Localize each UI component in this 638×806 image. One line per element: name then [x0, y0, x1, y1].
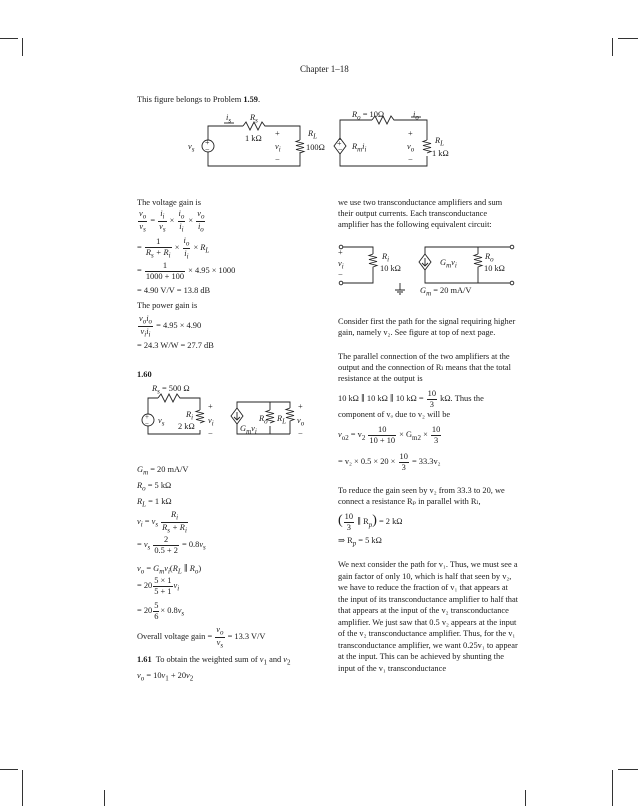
label-rs — [250, 113, 258, 125]
vo2-lhs: v — [338, 430, 342, 440]
label-rl-value: 100Ω — [306, 143, 325, 152]
fig2-ri-label — [186, 410, 193, 422]
gain-result: = 4.90 V/V = 13.8 dB — [137, 286, 211, 295]
fig3-vi: $v_i$ — [338, 259, 344, 271]
fig2-ro-sub: o — [264, 417, 268, 426]
six: 6 — [154, 611, 159, 621]
svg-text:+: + — [205, 138, 210, 147]
rl2-sub: L — [440, 139, 445, 148]
crop-mark — [618, 769, 638, 770]
label-vi — [275, 142, 281, 154]
label-ro — [352, 110, 384, 122]
rl-main: R — [308, 129, 314, 138]
label-rmi — [352, 142, 366, 154]
crop-mark — [525, 790, 526, 806]
fig3-ro-label — [485, 252, 494, 264]
label-io — [413, 110, 419, 122]
fig2-gm-sub: m — [246, 427, 252, 436]
problem-161: 1.61 To obtain the weighted sum of $v_1$ and $v_2$ — [137, 655, 291, 667]
right-paragraph-4: To reduce the gain seen by v₂ from 33.3 to 20, we connect a resistance Rₚ in parallel with Rₗ, — [338, 486, 505, 506]
rp-paren: ∥ R — [357, 517, 369, 527]
vo2-sub: o2 — [341, 433, 349, 442]
label-vi-plus: + — [275, 129, 280, 138]
rl-line: $R_L = 1$ kΩ — [137, 497, 172, 509]
vo2-eq: $v_{o2} = v_2$ $\frac{10}{10 + 10}$ × $G_{m2}$ × $\frac{10}{3}$ — [338, 425, 441, 445]
rl-sub: L — [313, 132, 318, 141]
power-product: = 4.95 × 4.90 — [156, 321, 202, 331]
is-main: i — [226, 113, 229, 122]
ten-2: 10 — [368, 425, 396, 436]
vo-sum-b: + 20 — [170, 671, 187, 680]
fig2-ri-value: 2 kΩ — [178, 422, 195, 431]
crop-mark — [612, 38, 613, 56]
svg-text:−: − — [205, 145, 210, 154]
three-4: 3 — [346, 522, 351, 532]
vi-main: v — [275, 142, 279, 151]
rs-main: R — [250, 113, 256, 122]
fig2-vo-label: $v_o$ — [297, 416, 305, 428]
vo-eq: $v_o = G_mv_i(R_L$ ∥ $R_o$) — [137, 564, 202, 576]
rp-eq: ( $\frac{10}{3}$ ∥ $R_p) = 2$ kΩ — [338, 512, 403, 532]
one-num: 1 — [145, 237, 172, 248]
gm2: × G — [399, 430, 413, 440]
rmi-i: i — [362, 142, 365, 151]
gm-value: = 20 mA/V — [150, 465, 189, 474]
fig2-vs-label: $v_s$ — [158, 416, 165, 428]
crop-mark — [618, 38, 638, 39]
rp-res2: = 5 kΩ — [358, 536, 382, 545]
rs-sub: s — [255, 116, 258, 125]
eq2-den: 0.5 + 2 — [154, 545, 178, 555]
rmi-isub: i — [364, 145, 367, 154]
five-plus: 5 + 1 — [154, 586, 172, 596]
label-rl — [308, 129, 317, 141]
fig2-ri-sub: i — [191, 413, 194, 422]
fig3-plus: + — [338, 248, 343, 257]
fig2-ri: R — [186, 410, 192, 419]
gain-eq-1: $\frac{v_o}{v_s}$ = $\frac{i_i}{v_s}$ × $\frac{i_o}{i_i}$ × $\frac{v_o}{i_o}$ — [139, 209, 205, 234]
rmi-sub: m — [357, 145, 363, 154]
fig2-rs-sub: s — [157, 387, 160, 396]
fig3-ri: R — [382, 252, 388, 261]
fig2-minus-2: − — [298, 429, 303, 438]
circuit-figure-3 — [0, 238, 638, 298]
eq-v2: = v — [350, 430, 362, 440]
vi-eq-2: = $v_s$ $\frac{2}{0.5 + 2}$ = $0.8v_s$ — [137, 535, 206, 555]
fig2-gm: G — [240, 424, 247, 433]
ro-value: = 5 kΩ — [147, 481, 172, 490]
den-1: 1000 + 100 — [145, 271, 185, 281]
fig3-ri-sub: i — [387, 255, 390, 264]
fig2-minus-1: − — [208, 429, 213, 438]
svg-text:−: − — [145, 420, 149, 428]
power-gain-label: The power gain is — [137, 301, 198, 310]
v2-line: = v₂ × 0.5 × 20 × — [338, 457, 396, 467]
intro-problem: 1.59 — [243, 95, 258, 104]
crop-mark — [612, 770, 613, 806]
fig2-rl-label — [277, 414, 286, 426]
ten-5: 10 — [344, 512, 354, 521]
par1: 10 kΩ ∥ 10 kΩ ∥ 10 kΩ = — [338, 394, 424, 404]
fig3-minus: − — [338, 270, 343, 279]
fig3-gm-sub: m — [426, 289, 432, 298]
gain-eq-3: = $\frac{1}{1000 + 100}$ × 4.95 × 1000 — [137, 261, 236, 281]
right-paragraph-1: we use two transconductance amplifiers and sum their output currents. Each transconductance amplifier has the following equivalent circuit: — [338, 198, 503, 229]
one-num-2: 1 — [145, 261, 185, 272]
label-vo-plus: + — [408, 129, 413, 138]
is-sub: s — [228, 116, 232, 125]
vi-eq: $v_i = v_s$ $\frac{R_i}{R_s + R_i}$ — [137, 510, 187, 535]
rp-eq-val: = 2 kΩ — [378, 517, 403, 527]
component-line: component of vₒ due to v₂ will be — [338, 410, 451, 419]
v2-eq — [338, 452, 441, 472]
vo-eq-2: = 20 $\frac{5 \times 1}{5 + 1}$ $v_i$ — [137, 576, 180, 596]
problem-160-heading: 1.60 — [137, 370, 152, 379]
intro-after: . — [257, 95, 261, 104]
gm2-sub: m2 — [412, 433, 421, 442]
voltage-gain-label: The voltage gain is — [137, 198, 201, 207]
vo-sub: o — [410, 145, 415, 154]
label-vo-minus: − — [408, 155, 413, 164]
fig2-rs-val: = 500 Ω — [159, 384, 190, 393]
eq2-tail: = 0.8 — [182, 540, 200, 550]
io-main: i — [413, 110, 416, 119]
svg-text:+: + — [145, 413, 149, 421]
ro-sub: o — [357, 113, 361, 122]
ro-line: $R_o = 5$ kΩ — [137, 481, 172, 493]
label-rl2 — [435, 136, 444, 148]
rl2-main: R — [435, 136, 441, 145]
fig2-plus-1: + — [208, 402, 213, 411]
rp-sub: p — [368, 520, 373, 529]
eq20-b: = 20 — [137, 606, 153, 616]
rl-value: = 1 kΩ — [148, 497, 172, 506]
fig3-gm: G — [420, 286, 427, 295]
gain-eq-2: = $\frac{1}{R_s + R_i}$ × $\frac{i_o}{i_i}$ × $R_L$ — [137, 236, 210, 261]
label-vi-minus: − — [275, 155, 280, 164]
label-is — [226, 113, 231, 125]
ten-3: 10 — [431, 425, 441, 434]
five: 5 — [154, 601, 159, 610]
right-paragraph-5: We next consider the path for v₁. Thus, we must see a gain factor of only 10, which is half that seen by v₂, we have to reduce the fraction of v₁ that appears at the input of its transconductance amplifier to half that that appears at the input of the v₂ transconductance amplifier. We just saw that 0.5 v₂ appears at the input of the v₂ transconductance amplifier. Thus, for the v₁ transconductance amplifier, we want 0.25v₁ to appear at the input. This can be achieved by shunting the input of the v₁ transconductance — [338, 560, 519, 673]
label-rs-value: 1 kΩ — [245, 134, 262, 143]
svg-text:−: − — [338, 145, 343, 154]
right-paragraph-3: The parallel connection of the two amplifiers at the output and the connection of Rₗ means that the total resistance at the output is — [338, 352, 511, 383]
rp-res: ⇒ R — [338, 536, 353, 545]
fig2-rs: R — [152, 384, 158, 393]
rp-result — [338, 536, 382, 548]
intro-before: This figure belongs to Problem — [137, 95, 244, 104]
crop-mark — [0, 769, 18, 770]
fig3-ro-sub: o — [490, 255, 494, 264]
overall-value: = 13.3 V/V — [227, 632, 266, 642]
fig2-ro-label — [259, 414, 268, 426]
svg-text:+: + — [337, 139, 342, 148]
times: × — [423, 430, 428, 440]
label-rl2-value: 1 kΩ — [432, 149, 449, 158]
ro-val: = 10Ω — [360, 110, 385, 119]
kohm-thus: kΩ. Thus the — [440, 394, 484, 404]
power-gain-result: = 24.3 W/W = 27.7 dB — [137, 341, 214, 350]
rmi-main: R — [352, 142, 358, 151]
fig3-ri-label — [382, 252, 389, 264]
right-paragraph-2: Consider first the path for the signal requiring higher gain, namely v₂. See figure at top of next page. — [338, 317, 516, 337]
vo-sum: $v_o = 10v_1 + 20v_2$ — [137, 671, 194, 683]
fig2-rl: R — [277, 414, 283, 423]
fig2-rs-label — [152, 384, 190, 396]
fig3-ro: R — [485, 252, 491, 261]
vs-main: v — [188, 142, 192, 151]
parallel-eq — [338, 389, 484, 409]
eq20: = 20 — [137, 581, 153, 591]
fig2-vi-label: $v_i$ — [208, 416, 214, 428]
fig3-ro-value: 10 kΩ — [484, 264, 505, 273]
label-vs — [188, 142, 194, 154]
five-one: 5 × 1 — [154, 576, 172, 585]
den-ten: 10 + 10 — [369, 435, 396, 445]
vs-sub: s — [191, 145, 195, 154]
circuit-figure-2 — [0, 386, 638, 446]
v2-res: = 33.3v₂ — [411, 457, 441, 467]
three-3: 3 — [401, 462, 406, 472]
three: 3 — [429, 399, 434, 409]
rp-sub-2: p — [352, 539, 357, 548]
overall-gain: Overall voltage gain = $\frac{v_o}{v_s}$ = 13.3 V/V — [137, 625, 266, 650]
p161-and: and — [269, 655, 282, 664]
fig3-gm-val: = 20 mA/V — [431, 286, 472, 295]
label-vo — [407, 142, 414, 154]
mult-1000: × 4.95 × 1000 — [188, 266, 236, 276]
fig3-gm-line — [420, 286, 471, 298]
p161-text: To obtain the weighted sum of — [155, 655, 258, 664]
io-sub: o — [415, 113, 419, 122]
vo-main: v — [407, 142, 411, 151]
fig3-gmvi: $G_mv_i$ — [440, 258, 457, 270]
fig2-rl-sub: L — [282, 417, 287, 426]
fig2-gm-label: $G_mv_i$ — [240, 424, 257, 436]
vi-sub: i — [278, 145, 281, 154]
crop-mark — [0, 38, 18, 39]
p161-num: 1.61 — [137, 655, 152, 664]
vo-sum-a: = 10 — [146, 671, 162, 680]
ten: 10 — [427, 389, 437, 398]
ten-4: 10 — [399, 452, 408, 461]
eq2-num: 2 — [153, 535, 179, 546]
fig2-ro: R — [259, 414, 265, 423]
fig2-plus-2: + — [298, 402, 303, 411]
crop-mark — [22, 770, 23, 806]
power-eq-1: $\frac{v_oi_o}{v_ii_i}$ = 4.95 × 4.90 — [139, 314, 202, 339]
gm-line: $G_m = 20$ mA/V — [137, 465, 189, 477]
overall-label: Overall voltage gain = — [137, 632, 213, 642]
crop-mark — [104, 790, 105, 806]
fig3-ri-value: 10 kΩ — [380, 264, 401, 273]
crop-mark — [22, 38, 23, 56]
three-2: 3 — [434, 435, 439, 445]
intro-text — [137, 95, 260, 106]
ro-main: R — [352, 110, 358, 119]
x08: × 0.8 — [160, 606, 178, 616]
vo-eq-3: = 20 $\frac{5}{6}$ × $0.8v_s$ — [137, 601, 185, 621]
chapter-header: Chapter 1–18 — [300, 64, 349, 74]
